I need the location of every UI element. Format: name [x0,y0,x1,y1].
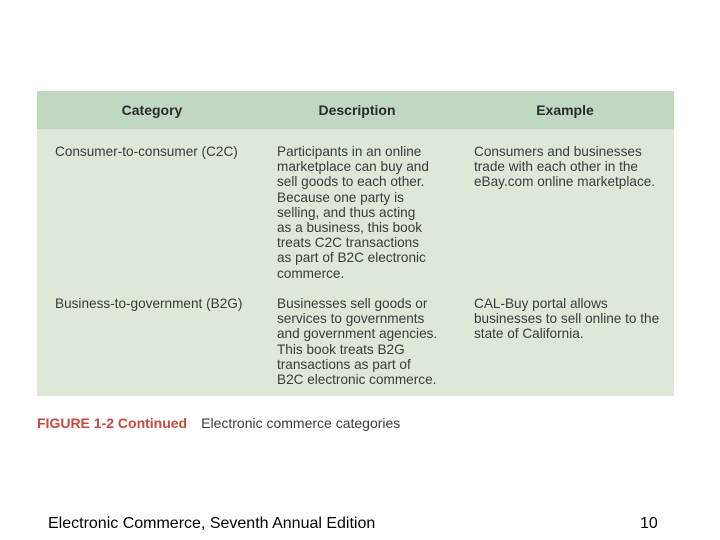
figure-title: Electronic commerce categories [201,415,401,431]
row-2-description: Businesses sell goods or services to governments and government agencies. This book treats B2G transactions as part of B2C electronic commerce. [277,296,438,388]
header-category: Category [121,102,183,118]
categories-table [37,91,674,396]
row-1-category: Consumer-to-consumer (C2C) [55,144,238,159]
header-description: Description [318,102,396,118]
row-2-category: Business-to-government (B2G) [55,296,243,311]
table-header-row [37,91,674,129]
figure-caption [37,415,400,431]
footer-page-number: 10 [640,515,658,532]
figure-number: FIGURE 1-2 Continued [37,415,188,431]
row-1-description: Participants in an online marketplace can buy and sell goods to each other. Because one party is selling, and thus acting as a business, this book treats C2C transactions as part of B2C electronic commerce. [277,144,429,281]
row-2-example: CAL-Buy portal allows businesses to sell online to the state of California. [474,296,660,342]
row-1-example: Consumers and businesses trade with each other in the eBay.com online marketplace. [474,144,656,190]
footer-book-title: Electronic Commerce, Seventh Annual Edition [48,515,376,532]
header-example: Example [536,102,594,118]
